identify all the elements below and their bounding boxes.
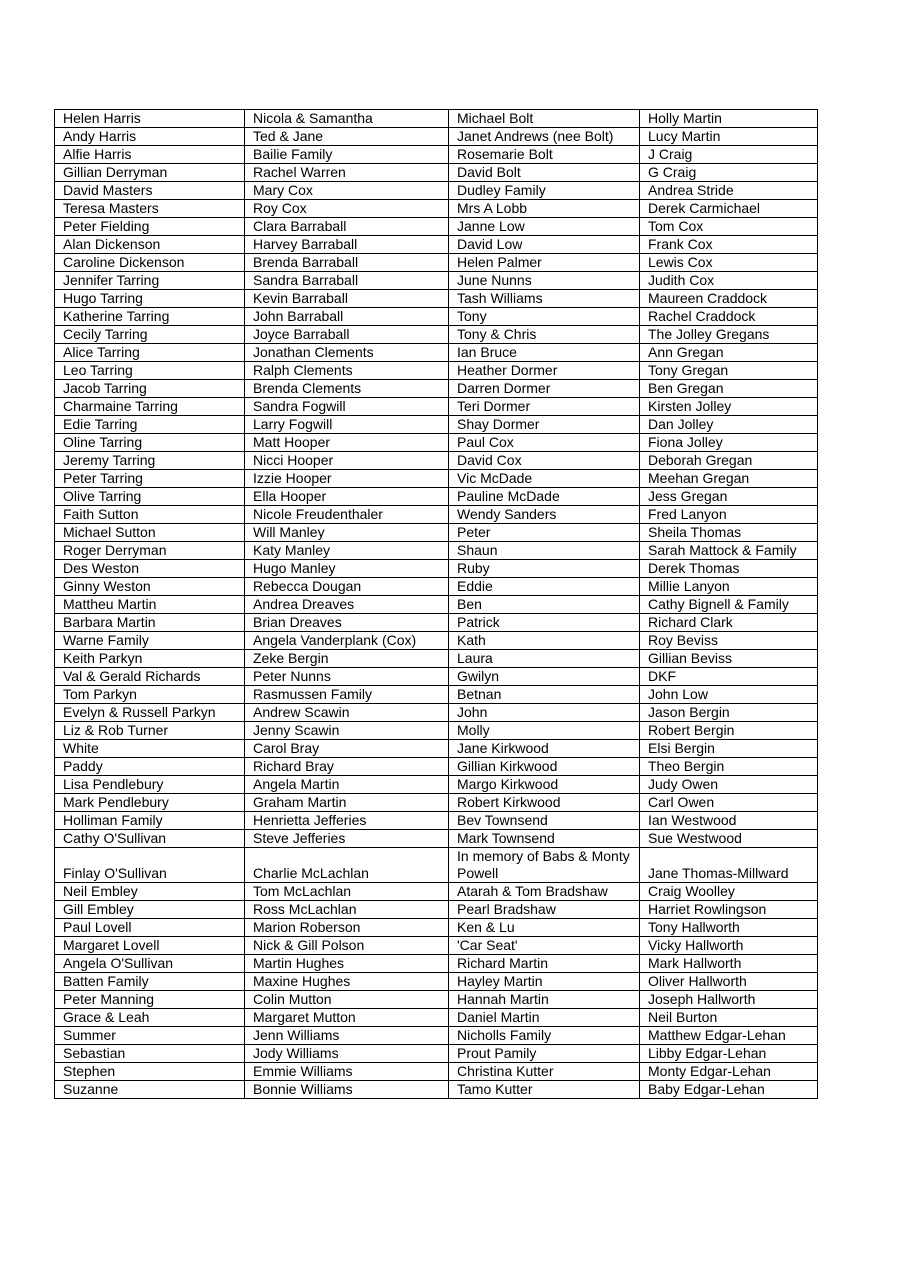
table-row	[55, 1045, 818, 1063]
table-row	[55, 470, 818, 488]
table-cell: David Low	[449, 236, 640, 254]
table-cell: Mark Townsend	[449, 830, 640, 848]
table-row	[55, 614, 818, 632]
table-cell: Edie Tarring	[55, 416, 245, 434]
table-cell: Hannah Martin	[449, 991, 640, 1009]
table-cell: David Masters	[55, 182, 245, 200]
table-row	[55, 110, 818, 128]
table-cell: Roy Beviss	[640, 632, 818, 650]
table-cell: Jane Kirkwood	[449, 740, 640, 758]
table-cell: Tash Williams	[449, 290, 640, 308]
table-cell: Rachel Craddock	[640, 308, 818, 326]
table-cell: Gill Embley	[55, 901, 245, 919]
table-cell: June Nunns	[449, 272, 640, 290]
table-row	[55, 668, 818, 686]
table-row	[55, 560, 818, 578]
table-cell: Ken & Lu	[449, 919, 640, 937]
table-cell: Vic McDade	[449, 470, 640, 488]
table-cell: Margaret Mutton	[245, 1009, 449, 1027]
table-cell: Ralph Clements	[245, 362, 449, 380]
table-cell: Paul Cox	[449, 434, 640, 452]
table-cell: Ginny Weston	[55, 578, 245, 596]
table-cell: Brenda Clements	[245, 380, 449, 398]
table-cell: Andrea Dreaves	[245, 596, 449, 614]
table-cell: Atarah & Tom Bradshaw	[449, 883, 640, 901]
table-cell: Angela Vanderplank (Cox)	[245, 632, 449, 650]
table-cell: Bonnie Williams	[245, 1081, 449, 1099]
table-row	[55, 308, 818, 326]
table-row	[55, 236, 818, 254]
table-row	[55, 686, 818, 704]
table-cell: Emmie Williams	[245, 1063, 449, 1081]
table-cell: Ross McLachlan	[245, 901, 449, 919]
table-cell: Joseph Hallworth	[640, 991, 818, 1009]
table-cell: Lisa Pendlebury	[55, 776, 245, 794]
table-cell: Helen Palmer	[449, 254, 640, 272]
table-cell: Kirsten Jolley	[640, 398, 818, 416]
table-row	[55, 164, 818, 182]
table-cell: Christina Kutter	[449, 1063, 640, 1081]
table-cell: Clara Barraball	[245, 218, 449, 236]
table-cell: Katy Manley	[245, 542, 449, 560]
table-row	[55, 650, 818, 668]
table-cell: Tom Cox	[640, 218, 818, 236]
table-cell: Sandra Barraball	[245, 272, 449, 290]
table-cell: Robert Bergin	[640, 722, 818, 740]
table-cell: David Cox	[449, 452, 640, 470]
table-cell: Libby Edgar-Lehan	[640, 1045, 818, 1063]
table-cell: Wendy Sanders	[449, 506, 640, 524]
table-cell: Baby Edgar-Lehan	[640, 1081, 818, 1099]
table-cell: Leo Tarring	[55, 362, 245, 380]
table-row	[55, 1009, 818, 1027]
table-cell: Brenda Barraball	[245, 254, 449, 272]
table-cell: Zeke Bergin	[245, 650, 449, 668]
table-cell: Cecily Tarring	[55, 326, 245, 344]
table-cell: Mattheu Martin	[55, 596, 245, 614]
table-cell: Katherine Tarring	[55, 308, 245, 326]
table-cell: Laura	[449, 650, 640, 668]
table-cell: White	[55, 740, 245, 758]
table-cell: Millie Lanyon	[640, 578, 818, 596]
table-cell: Nicci Hooper	[245, 452, 449, 470]
table-cell: Jonathan Clements	[245, 344, 449, 362]
table-row	[55, 794, 818, 812]
table-cell: Roger Derryman	[55, 542, 245, 560]
table-row	[55, 272, 818, 290]
table-cell: Ruby	[449, 560, 640, 578]
table-row	[55, 524, 818, 542]
table-cell: Dudley Family	[449, 182, 640, 200]
table-cell: Sarah Mattock & Family	[640, 542, 818, 560]
table-cell: Shay Dormer	[449, 416, 640, 434]
table-row	[55, 380, 818, 398]
table-cell: J Craig	[640, 146, 818, 164]
table-row	[55, 991, 818, 1009]
table-cell: Richard Clark	[640, 614, 818, 632]
table-cell: Rebecca Dougan	[245, 578, 449, 596]
table-cell: Nicole Freudenthaler	[245, 506, 449, 524]
table-cell: Lucy Martin	[640, 128, 818, 146]
table-row	[55, 632, 818, 650]
table-cell: Tom McLachlan	[245, 883, 449, 901]
table-cell: Oline Tarring	[55, 434, 245, 452]
table-cell: DKF	[640, 668, 818, 686]
table-cell: Will Manley	[245, 524, 449, 542]
table-row	[55, 901, 818, 919]
table-row	[55, 830, 818, 848]
table-cell: Ben	[449, 596, 640, 614]
table-cell: Janne Low	[449, 218, 640, 236]
table-cell: Warne Family	[55, 632, 245, 650]
table-cell: Andy Harris	[55, 128, 245, 146]
table-cell: Ted & Jane	[245, 128, 449, 146]
table-cell: John	[449, 704, 640, 722]
table-cell: Gillian Derryman	[55, 164, 245, 182]
table-cell: Darren Dormer	[449, 380, 640, 398]
table-row	[55, 362, 818, 380]
table-row	[55, 812, 818, 830]
table-cell: Sue Westwood	[640, 830, 818, 848]
table-row	[55, 758, 818, 776]
table-cell: Vicky Hallworth	[640, 937, 818, 955]
table-row	[55, 937, 818, 955]
table-cell: Grace & Leah	[55, 1009, 245, 1027]
table-cell: Tony Hallworth	[640, 919, 818, 937]
table-cell: Ian Westwood	[640, 812, 818, 830]
table-cell: Bev Townsend	[449, 812, 640, 830]
table-cell: Roy Cox	[245, 200, 449, 218]
table-row	[55, 128, 818, 146]
table-cell: Judith Cox	[640, 272, 818, 290]
table-row	[55, 776, 818, 794]
table-cell: Teresa Masters	[55, 200, 245, 218]
table-cell: Neil Burton	[640, 1009, 818, 1027]
table-row	[55, 218, 818, 236]
table-cell: Kath	[449, 632, 640, 650]
table-cell: Patrick	[449, 614, 640, 632]
table-cell: Derek Carmichael	[640, 200, 818, 218]
table-cell: Frank Cox	[640, 236, 818, 254]
table-cell: Robert Kirkwood	[449, 794, 640, 812]
table-cell: Carl Owen	[640, 794, 818, 812]
table-cell: Shaun	[449, 542, 640, 560]
table-cell: Jason Bergin	[640, 704, 818, 722]
table-cell: Gillian Kirkwood	[449, 758, 640, 776]
table-cell: Heather Dormer	[449, 362, 640, 380]
table-cell: Batten Family	[55, 973, 245, 991]
table-cell: Holliman Family	[55, 812, 245, 830]
table-cell: Jacob Tarring	[55, 380, 245, 398]
table-cell: Eddie	[449, 578, 640, 596]
names-table-body	[55, 110, 818, 1099]
table-cell: Paddy	[55, 758, 245, 776]
table-cell: Sheila Thomas	[640, 524, 818, 542]
table-cell: Keith Parkyn	[55, 650, 245, 668]
table-cell: Angela O'Sullivan	[55, 955, 245, 973]
table-cell: Angela Martin	[245, 776, 449, 794]
table-cell: Teri Dormer	[449, 398, 640, 416]
table-cell: Jody Williams	[245, 1045, 449, 1063]
table-cell: Peter Nunns	[245, 668, 449, 686]
table-cell: Faith Sutton	[55, 506, 245, 524]
table-cell: Harvey Barraball	[245, 236, 449, 254]
table-cell: Olive Tarring	[55, 488, 245, 506]
table-cell: Hayley Martin	[449, 973, 640, 991]
table-cell: Fred Lanyon	[640, 506, 818, 524]
table-cell: Ann Gregan	[640, 344, 818, 362]
table-cell: Marion Roberson	[245, 919, 449, 937]
table-cell: Henrietta Jefferies	[245, 812, 449, 830]
table-row	[55, 254, 818, 272]
table-cell: Carol Bray	[245, 740, 449, 758]
table-cell: Alan Dickenson	[55, 236, 245, 254]
table-cell: Tony & Chris	[449, 326, 640, 344]
table-cell: Barbara Martin	[55, 614, 245, 632]
table-cell: Fiona Jolley	[640, 434, 818, 452]
table-cell: Liz & Rob Turner	[55, 722, 245, 740]
table-cell: Matthew Edgar-Lehan	[640, 1027, 818, 1045]
table-cell: Craig Woolley	[640, 883, 818, 901]
table-cell: Bailie Family	[245, 146, 449, 164]
table-cell: Summer	[55, 1027, 245, 1045]
table-row	[55, 1027, 818, 1045]
table-cell: Tony	[449, 308, 640, 326]
table-row	[55, 848, 818, 883]
table-cell: Monty Edgar-Lehan	[640, 1063, 818, 1081]
table-cell: Joyce Barraball	[245, 326, 449, 344]
table-cell: Derek Thomas	[640, 560, 818, 578]
table-cell: Judy Owen	[640, 776, 818, 794]
table-cell: Andrew Scawin	[245, 704, 449, 722]
table-cell: Nicola & Samantha	[245, 110, 449, 128]
table-cell: Jane Thomas-Millward	[640, 848, 818, 883]
table-cell: Theo Bergin	[640, 758, 818, 776]
table-cell: Sandra Fogwill	[245, 398, 449, 416]
table-cell: Mrs A Lobb	[449, 200, 640, 218]
table-cell: Tony Gregan	[640, 362, 818, 380]
table-cell: Alice Tarring	[55, 344, 245, 362]
table-row	[55, 452, 818, 470]
table-row	[55, 596, 818, 614]
table-row	[55, 146, 818, 164]
table-row	[55, 434, 818, 452]
table-cell: Cathy Bignell & Family	[640, 596, 818, 614]
table-cell: In memory of Babs & Monty Powell	[449, 848, 640, 883]
table-cell: Michael Sutton	[55, 524, 245, 542]
table-row	[55, 722, 818, 740]
table-cell: Maxine Hughes	[245, 973, 449, 991]
table-cell: Peter	[449, 524, 640, 542]
table-cell: Hugo Manley	[245, 560, 449, 578]
table-cell: Richard Bray	[245, 758, 449, 776]
table-cell: Betnan	[449, 686, 640, 704]
table-row	[55, 326, 818, 344]
table-cell: Val & Gerald Richards	[55, 668, 245, 686]
table-cell: Rachel Warren	[245, 164, 449, 182]
table-row	[55, 919, 818, 937]
table-cell: Izzie Hooper	[245, 470, 449, 488]
table-cell: John Low	[640, 686, 818, 704]
table-cell: Graham Martin	[245, 794, 449, 812]
table-cell: Molly	[449, 722, 640, 740]
table-row	[55, 704, 818, 722]
table-cell: Jennifer Tarring	[55, 272, 245, 290]
table-row	[55, 398, 818, 416]
table-cell: Rasmussen Family	[245, 686, 449, 704]
table-cell: Deborah Gregan	[640, 452, 818, 470]
table-cell: Tom Parkyn	[55, 686, 245, 704]
table-cell: Ben Gregan	[640, 380, 818, 398]
table-cell: Meehan Gregan	[640, 470, 818, 488]
table-cell: 'Car Seat'	[449, 937, 640, 955]
table-cell: The Jolley Gregans	[640, 326, 818, 344]
table-row	[55, 290, 818, 308]
table-cell: Colin Mutton	[245, 991, 449, 1009]
table-cell: Sebastian	[55, 1045, 245, 1063]
table-cell: Tamo Kutter	[449, 1081, 640, 1099]
table-row	[55, 740, 818, 758]
table-cell: Helen Harris	[55, 110, 245, 128]
table-row	[55, 1081, 818, 1099]
table-row	[55, 416, 818, 434]
table-cell: Ian Bruce	[449, 344, 640, 362]
table-cell: Nicholls Family	[449, 1027, 640, 1045]
table-cell: Kevin Barraball	[245, 290, 449, 308]
table-cell: Jenny Scawin	[245, 722, 449, 740]
table-cell: Margo Kirkwood	[449, 776, 640, 794]
names-table	[54, 109, 818, 1099]
table-cell: Gwilyn	[449, 668, 640, 686]
table-cell: Caroline Dickenson	[55, 254, 245, 272]
table-row	[55, 1063, 818, 1081]
table-cell: Rosemarie Bolt	[449, 146, 640, 164]
table-cell: Nick & Gill Polson	[245, 937, 449, 955]
table-cell: Jess Gregan	[640, 488, 818, 506]
table-cell: Evelyn & Russell Parkyn	[55, 704, 245, 722]
table-cell: Jenn Williams	[245, 1027, 449, 1045]
table-cell: Larry Fogwill	[245, 416, 449, 434]
table-cell: Michael Bolt	[449, 110, 640, 128]
table-cell: Ella Hooper	[245, 488, 449, 506]
table-cell: Maureen Craddock	[640, 290, 818, 308]
table-cell: Pauline McDade	[449, 488, 640, 506]
table-cell: Suzanne	[55, 1081, 245, 1099]
table-row	[55, 344, 818, 362]
table-cell: Harriet Rowlingson	[640, 901, 818, 919]
table-cell: Alfie Harris	[55, 146, 245, 164]
table-cell: Elsi Bergin	[640, 740, 818, 758]
table-cell: David Bolt	[449, 164, 640, 182]
table-cell: Charlie McLachlan	[245, 848, 449, 883]
table-row	[55, 973, 818, 991]
table-cell: Cathy O'Sullivan	[55, 830, 245, 848]
table-cell: Stephen	[55, 1063, 245, 1081]
table-cell: Peter Fielding	[55, 218, 245, 236]
table-cell: Dan Jolley	[640, 416, 818, 434]
table-row	[55, 506, 818, 524]
table-cell: Martin Hughes	[245, 955, 449, 973]
table-cell: Peter Manning	[55, 991, 245, 1009]
table-row	[55, 578, 818, 596]
table-cell: Richard Martin	[449, 955, 640, 973]
table-cell: Janet Andrews (nee Bolt)	[449, 128, 640, 146]
table-cell: Finlay O'Sullivan	[55, 848, 245, 883]
table-cell: Holly Martin	[640, 110, 818, 128]
table-cell: Oliver Hallworth	[640, 973, 818, 991]
table-cell: G Craig	[640, 164, 818, 182]
table-cell: Mary Cox	[245, 182, 449, 200]
table-row	[55, 883, 818, 901]
table-cell: Brian Dreaves	[245, 614, 449, 632]
table-row	[55, 200, 818, 218]
table-cell: Mark Hallworth	[640, 955, 818, 973]
table-row	[55, 542, 818, 560]
table-cell: Peter Tarring	[55, 470, 245, 488]
table-cell: Mark Pendlebury	[55, 794, 245, 812]
table-cell: Jeremy Tarring	[55, 452, 245, 470]
table-cell: Des Weston	[55, 560, 245, 578]
table-cell: Andrea Stride	[640, 182, 818, 200]
table-cell: Matt Hooper	[245, 434, 449, 452]
table-cell: Gillian Beviss	[640, 650, 818, 668]
table-cell: John Barraball	[245, 308, 449, 326]
table-cell: Neil Embley	[55, 883, 245, 901]
table-row	[55, 955, 818, 973]
table-cell: Lewis Cox	[640, 254, 818, 272]
table-cell: Pearl Bradshaw	[449, 901, 640, 919]
table-cell: Steve Jefferies	[245, 830, 449, 848]
table-row	[55, 488, 818, 506]
table-cell: Prout Pamily	[449, 1045, 640, 1063]
table-cell: Paul Lovell	[55, 919, 245, 937]
table-cell: Daniel Martin	[449, 1009, 640, 1027]
table-cell: Margaret Lovell	[55, 937, 245, 955]
table-cell: Hugo Tarring	[55, 290, 245, 308]
table-row	[55, 182, 818, 200]
table-cell: Charmaine Tarring	[55, 398, 245, 416]
